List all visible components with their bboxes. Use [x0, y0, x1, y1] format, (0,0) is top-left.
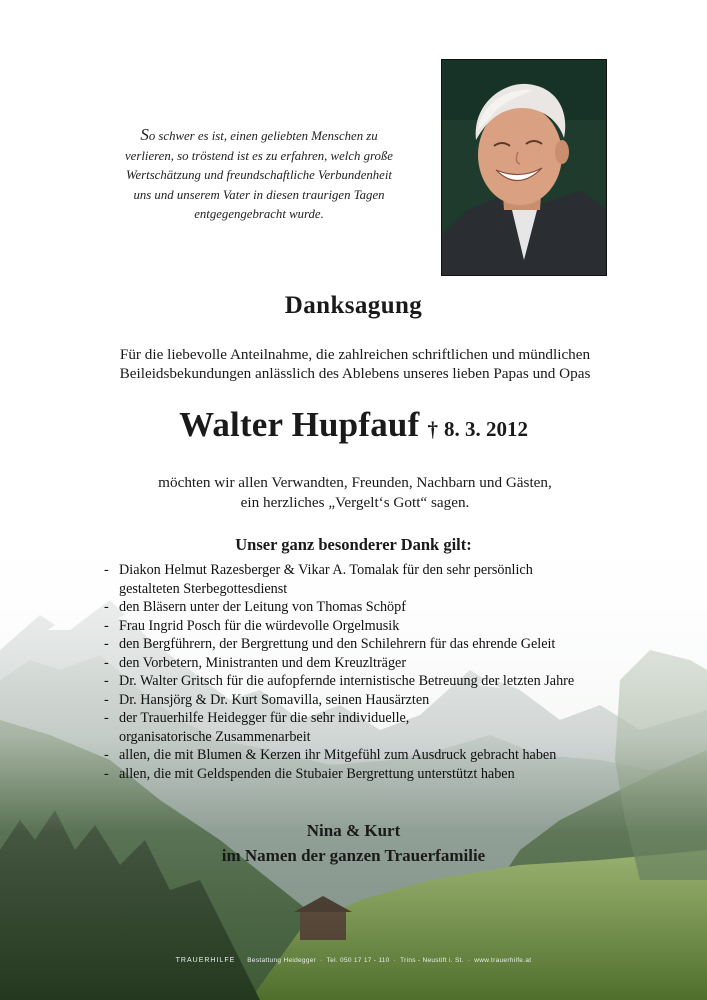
thanks-item-text: Dr. Walter Gritsch für die aufopfernde internistische Betreuung der letzten Jahre [119, 673, 575, 689]
thanks-list-item [104, 561, 624, 598]
page-title: Danksagung [284, 292, 423, 319]
signature-names: Nina & Kurt [306, 821, 401, 840]
thanks-list-item [104, 709, 624, 746]
thanks-list-item [104, 691, 624, 710]
thanks-list-item [104, 765, 624, 784]
list-bullet: - [104, 673, 109, 689]
thanks-list-item [104, 672, 624, 691]
portrait-photo [441, 59, 607, 276]
thanks-item-text: der Trauerhilfe Heidegger für die sehr individuelle, [119, 710, 410, 726]
thanks-line: Beileidsbekundungen anlässlich des Ablebens unseres lieben Papas und Opas [119, 365, 591, 382]
thanks-line: Für die liebevolle Anteilnahme, die zahlreichen schriftlichen und mündlichen [119, 346, 591, 363]
list-bullet: - [104, 765, 109, 782]
closing-line: ein herzliches „Vergelt‘s Gott“ sagen. [240, 493, 470, 511]
footer-company: Bestattung Heidegger [247, 957, 317, 964]
footer-locations: Trins - Neustift i. St. [400, 957, 464, 964]
intro-line: entgegengebracht wurde. [194, 207, 324, 221]
thanks-item-text: Diakon Helmut Razesberger & Vikar A. Tomalak für den sehr persönlich [119, 562, 533, 578]
intro-line: uns und unserem Vater in diesen traurigen Tagen [133, 187, 385, 202]
thanks-list-item [104, 598, 624, 617]
list-bullet: - [104, 691, 109, 708]
deceased-heading [0, 405, 707, 445]
list-bullet: - [104, 654, 109, 671]
list-bullet: - [104, 599, 109, 615]
list-bullet: - [104, 617, 109, 634]
thanks-item-text: gestalteten Sterbegottesdienst [119, 580, 288, 597]
intro-line: Wertschätzung und freundschaftliche Verbundenheit [126, 168, 392, 182]
thanks-item-text: allen, die mit Geldspenden die Stubaier Bergrettung unterstützt haben [119, 765, 515, 782]
deceased-name: Walter Hupfauf [179, 405, 420, 444]
footer-website[interactable]: www.trauerhilfe.at [474, 957, 532, 964]
death-cross-icon: † [427, 417, 438, 441]
list-bullet: - [104, 747, 109, 763]
closing-line: möchten wir allen Verwandten, Freunden, Nachbarn und Gästen, [158, 474, 552, 491]
thanks-list-item [104, 635, 624, 654]
footer-phone: Tel. 050 17 17 - 110 [326, 957, 390, 964]
thanks-item-text: Dr. Hansjörg & Dr. Kurt Somavilla, seinen Hausärzten [119, 691, 430, 708]
special-thanks-list [104, 561, 624, 783]
signature [0, 818, 707, 868]
list-bullet: - [104, 710, 109, 726]
footer-imprint: TRAUERHILFE Bestattung Heidegger · Tel. 050 17 17 - 110 · Trins - Neustift i. St. · www.trauerhilfe.at [175, 957, 532, 964]
thanks-item-text: den Vorbetern, Ministranten und dem Kreuzlträger [119, 654, 407, 671]
intro-quote [104, 127, 414, 225]
thanks-list-item [104, 617, 624, 636]
footer-brand: TRAUERHILFE [175, 957, 236, 964]
closing-paragraph [60, 473, 650, 512]
thanks-item-text: Frau Ingrid Posch für die würdevolle Orgelmusik [119, 617, 400, 634]
list-bullet: - [104, 562, 109, 578]
thanks-item-text: den Bergführern, der Bergrettung und den Schilehrern für das ehrende Geleit [119, 636, 556, 652]
list-bullet: - [104, 636, 109, 652]
thanks-list-item [104, 654, 624, 673]
thanks-item-text: den Bläsern unter der Leitung von Thomas Schöpf [119, 599, 406, 615]
signature-family: im Namen der ganzen Trauerfamilie [221, 846, 486, 865]
thanks-item-text: allen, die mit Blumen & Kerzen ihr Mitgefühl zum Ausdruck gebracht haben [119, 747, 557, 763]
intro-line: verlieren, so tröstend ist es zu erfahren, welch große [125, 148, 393, 163]
thanks-paragraph [60, 345, 650, 383]
special-thanks-heading: Unser ganz besonderer Dank gilt: [235, 535, 472, 554]
thanks-list-item [104, 746, 624, 765]
intro-line: o schwer es ist, einen geliebten Menschen zu [148, 129, 378, 143]
thanks-item-text: organisatorische Zusammenarbeit [119, 728, 311, 745]
intro-initial: S [140, 125, 149, 144]
death-date: 8. 3. 2012 [443, 417, 528, 441]
